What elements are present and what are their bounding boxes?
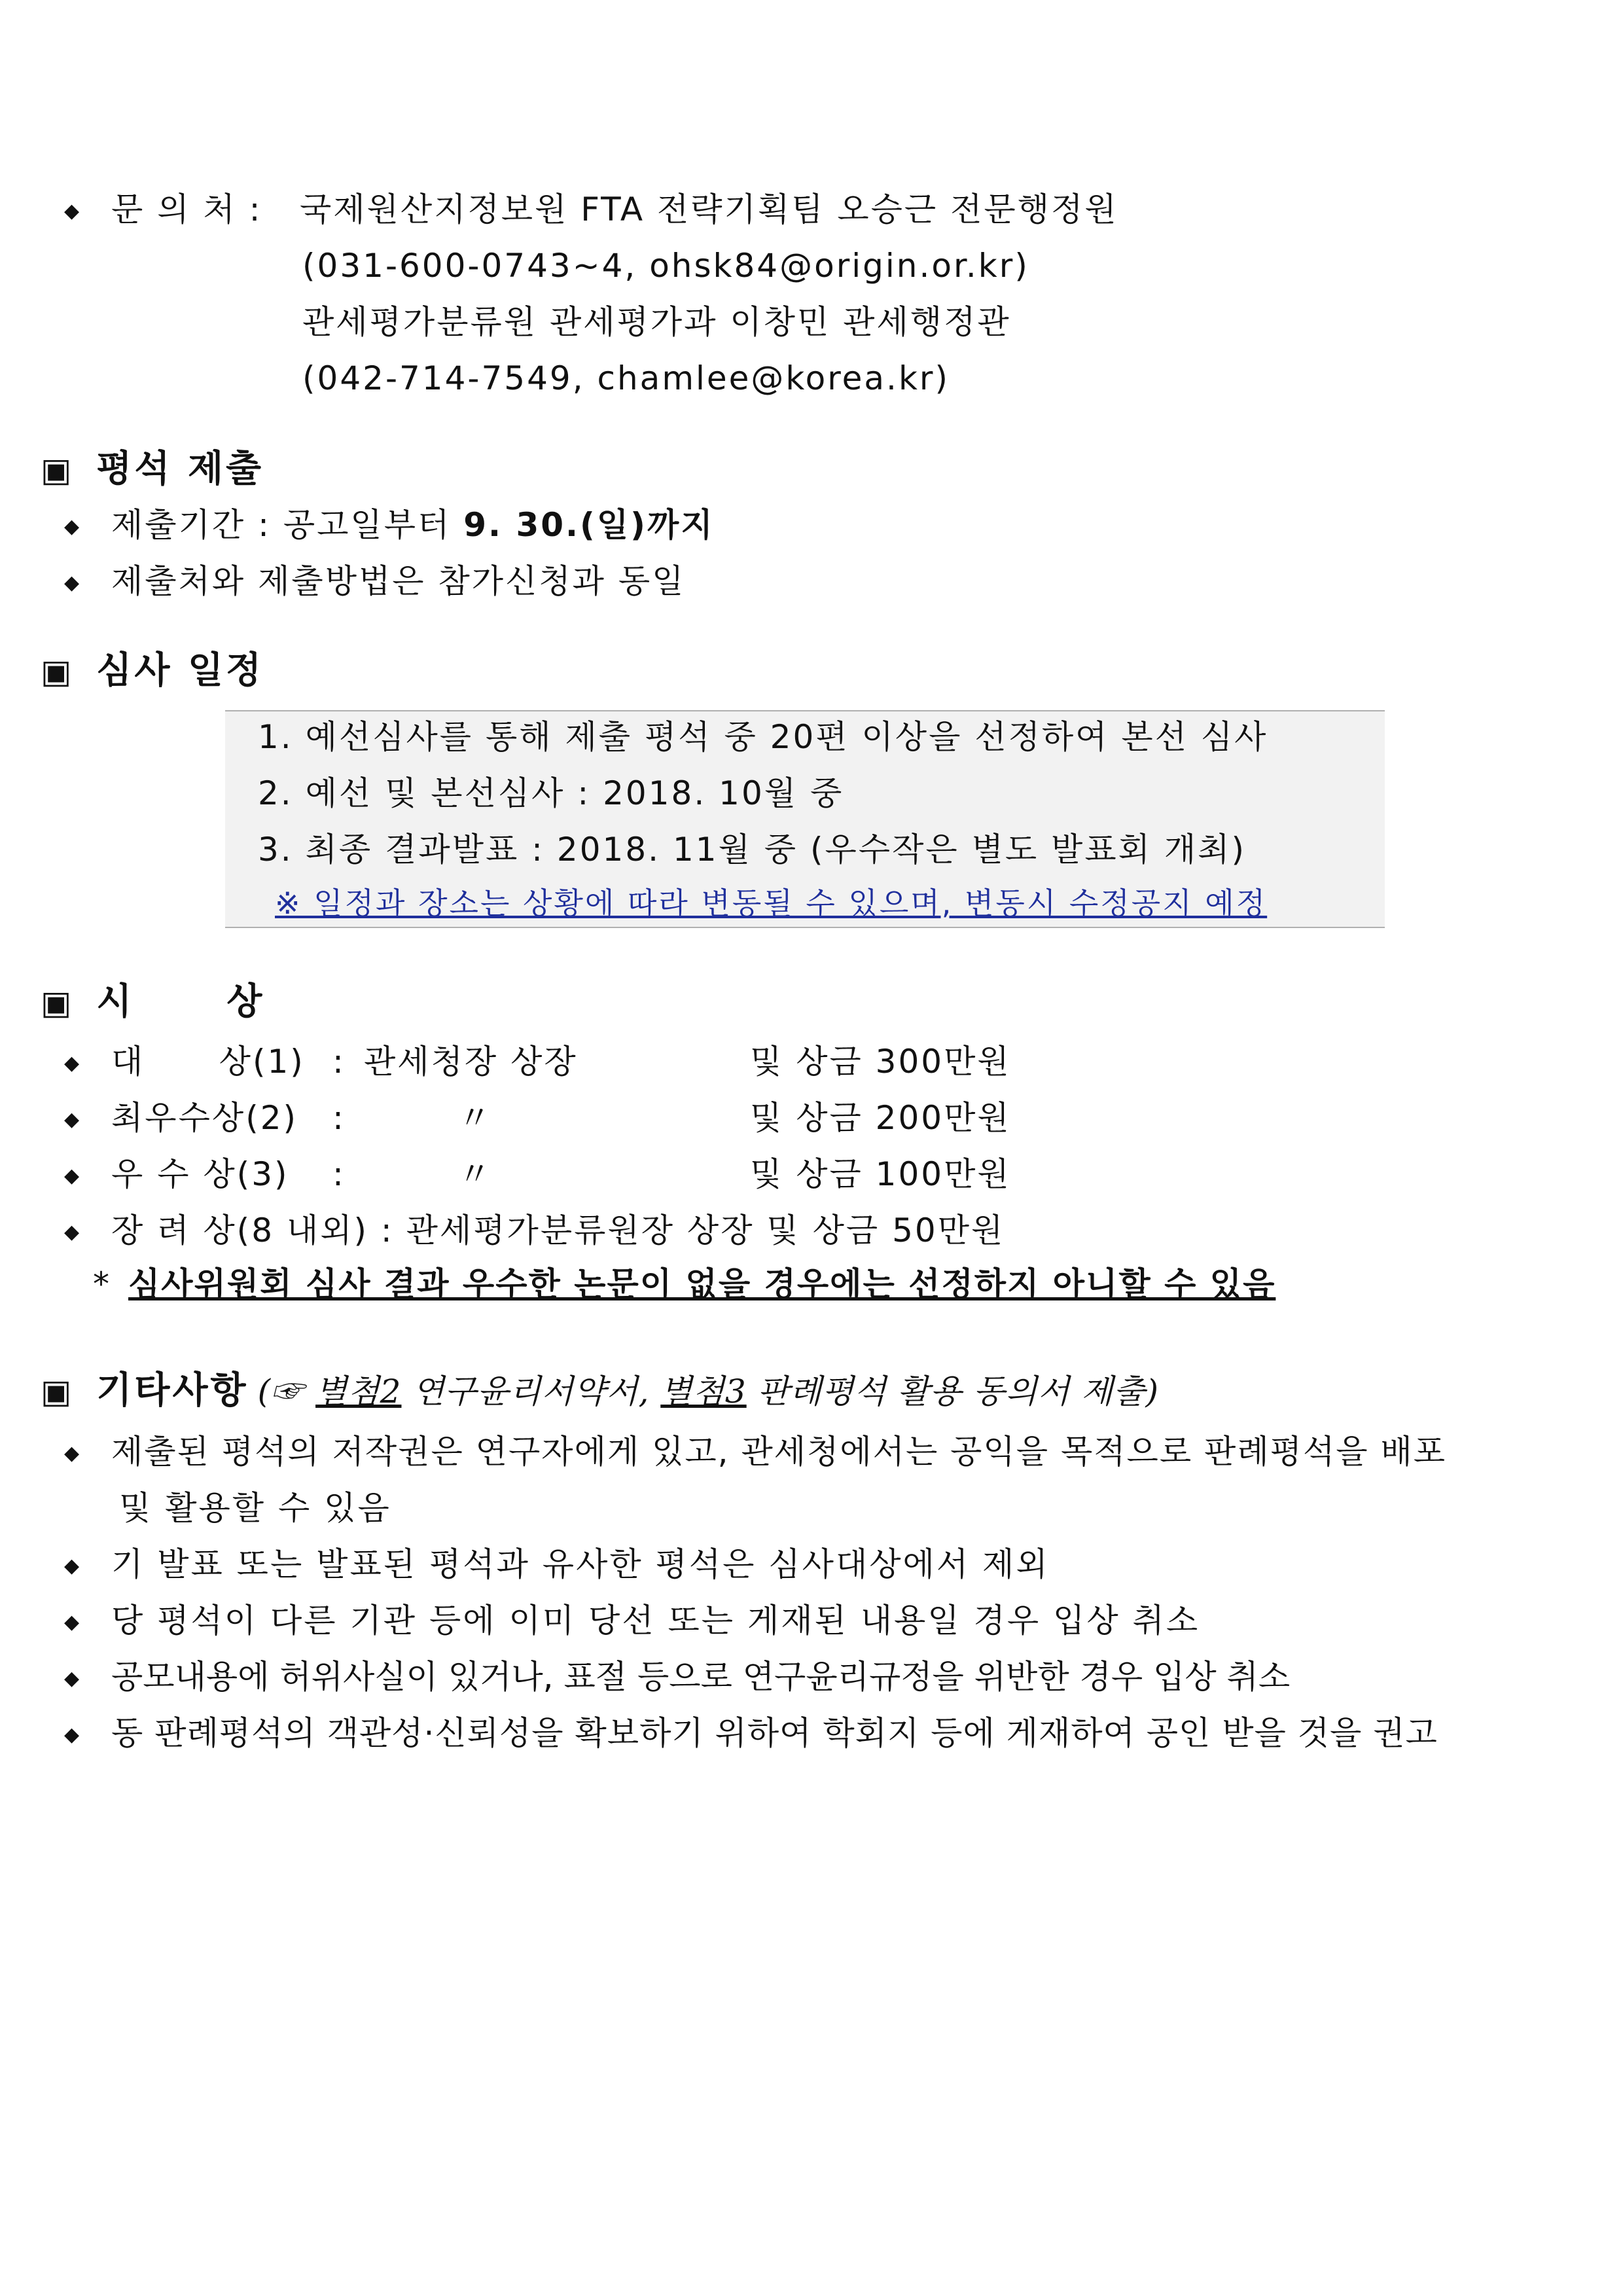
- square-marker-icon: ▣: [41, 1372, 75, 1410]
- bullet-icon: ◆: [64, 1442, 80, 1465]
- attachment-2-link[interactable]: 별첨2: [315, 1372, 402, 1410]
- award-grand-colon: :: [332, 1043, 346, 1081]
- submission-method: 제출처와 제출방법은 참가신청과 동일: [111, 562, 686, 600]
- inquiry-contact-2-phone: (042-714-7549, chamlee@korea.kr): [302, 359, 950, 397]
- award-excellence-colon: :: [332, 1099, 346, 1137]
- inquiry-contact-2: 관세평가분류원 관세평가과 이창민 관세행정관: [302, 303, 1011, 341]
- section-heading-review: [41, 649, 264, 693]
- award-excellence-name: 최우수상(2): [111, 1099, 298, 1137]
- award-merit-colon: :: [332, 1155, 346, 1193]
- bullet-icon: ◆: [64, 1108, 80, 1131]
- attachment-note-mid: 연구윤리서약서,: [401, 1372, 661, 1410]
- submission-period: [111, 505, 715, 545]
- section-heading-awards: [41, 980, 264, 1024]
- bullet-icon: ◆: [64, 1164, 80, 1187]
- award-grand-name: 대 상(1): [111, 1043, 305, 1081]
- award-excellence-desc: 〃: [458, 1099, 493, 1137]
- award-excellence-prize: 및 상금 200만원: [750, 1099, 1011, 1137]
- award-grand-desc: 관세청장 상장: [364, 1043, 578, 1081]
- etc-item-already-published: 당 평석이 다른 기관 등에 이미 당선 또는 게재된 내용일 경우 입상 취소: [111, 1602, 1200, 1640]
- etc-item-copyright: 제출된 평석의 저작권은 연구자에게 있고, 관세청에서는 공익을 목적으로 판례평석을 배포: [111, 1433, 1447, 1471]
- award-merit-prize: 및 상금 100만원: [750, 1155, 1011, 1193]
- inquiry-contact-1: 국제원산지정보원 FTA 전략기획팀 오승근 전문행정원: [300, 190, 1118, 228]
- bullet-icon: ◆: [64, 1667, 80, 1690]
- attachment-note: [258, 1372, 1159, 1410]
- etc-item-credibility: 동 판례평석의 객관성·신뢰성을 확보하기 위하여 학회지 등에 게재하여 공인 받을 것을 권고: [111, 1714, 1438, 1752]
- square-marker-icon: ▣: [41, 451, 75, 489]
- section-heading-etc: [41, 1369, 1159, 1413]
- submission-period-value: 9. 30.(일)까지: [463, 506, 715, 544]
- square-marker-icon: ▣: [41, 984, 75, 1022]
- etc-item-plagiarism: 공모내용에 허위사실이 있거나, 표절 등으로 연구윤리규정을 위반한 경우 입상 취소: [111, 1658, 1291, 1696]
- bullet-icon: ◆: [64, 1554, 80, 1577]
- section-title: 심사 일정: [96, 649, 264, 692]
- warning-star: *: [93, 1265, 111, 1303]
- attachment-note-suffix: 판례평석 활용 동의서 제출): [746, 1372, 1160, 1410]
- bullet-icon: ◆: [64, 1221, 80, 1244]
- square-marker-icon: ▣: [41, 653, 75, 691]
- award-grand-prize: 및 상금 300만원: [750, 1043, 1011, 1081]
- section-title: 평석 제출: [96, 448, 264, 490]
- bullet-icon: ◆: [64, 1611, 80, 1634]
- bullet-icon: ◆: [64, 1723, 80, 1746]
- schedule-item-2: 2. 예선 및 본선심사 : 2018. 10월 중: [258, 774, 844, 812]
- bullet-icon: ◆: [64, 515, 80, 538]
- attachment-note-prefix: (☞: [257, 1372, 316, 1410]
- schedule-item-3: 3. 최종 결과발표 : 2018. 11월 중 (우수작은 별도 발표회 개최): [258, 831, 1246, 869]
- attachment-3-link[interactable]: 별첨3: [660, 1372, 747, 1410]
- bullet-icon: ◆: [64, 200, 80, 223]
- section-title: 시 상: [96, 980, 265, 1023]
- bullet-icon: ◆: [64, 1052, 80, 1075]
- submission-period-label: 제출기간 : 공고일부터: [111, 506, 452, 544]
- award-merit-name: 우 수 상(3): [111, 1155, 289, 1193]
- schedule-item-1: 1. 예선심사를 통해 제출 평석 중 20편 이상을 선정하여 본선 심사: [258, 718, 1268, 756]
- bullet-icon: ◆: [64, 571, 80, 594]
- etc-item-duplicate: 기 발표 또는 발표된 평석과 유사한 평석은 심사대상에서 제외: [111, 1545, 1050, 1583]
- etc-item-copyright-cont: 및 활용할 수 있음: [119, 1489, 391, 1527]
- section-title: 기타사항: [96, 1369, 249, 1412]
- section-heading-submission: [41, 448, 264, 492]
- award-encouragement: 장 려 상(8 내외) : 관세평가분류원장 상장 및 상금 50만원: [111, 1211, 1005, 1249]
- inquiry-contact-1-phone: (031-600-0743~4, ohsk84@origin.or.kr): [302, 247, 1029, 285]
- schedule-change-note: ※ 일정과 장소는 상황에 따라 변동될 수 있으며, 변동시 수정공지 예정: [275, 886, 1268, 921]
- award-merit-desc: 〃: [458, 1155, 493, 1193]
- inquiry-label: 문 의 처 :: [111, 190, 262, 228]
- award-warning-note: 심사위원회 심사 결과 우수한 논문이 없을 경우에는 선정하지 아니할 수 있음: [128, 1265, 1276, 1303]
